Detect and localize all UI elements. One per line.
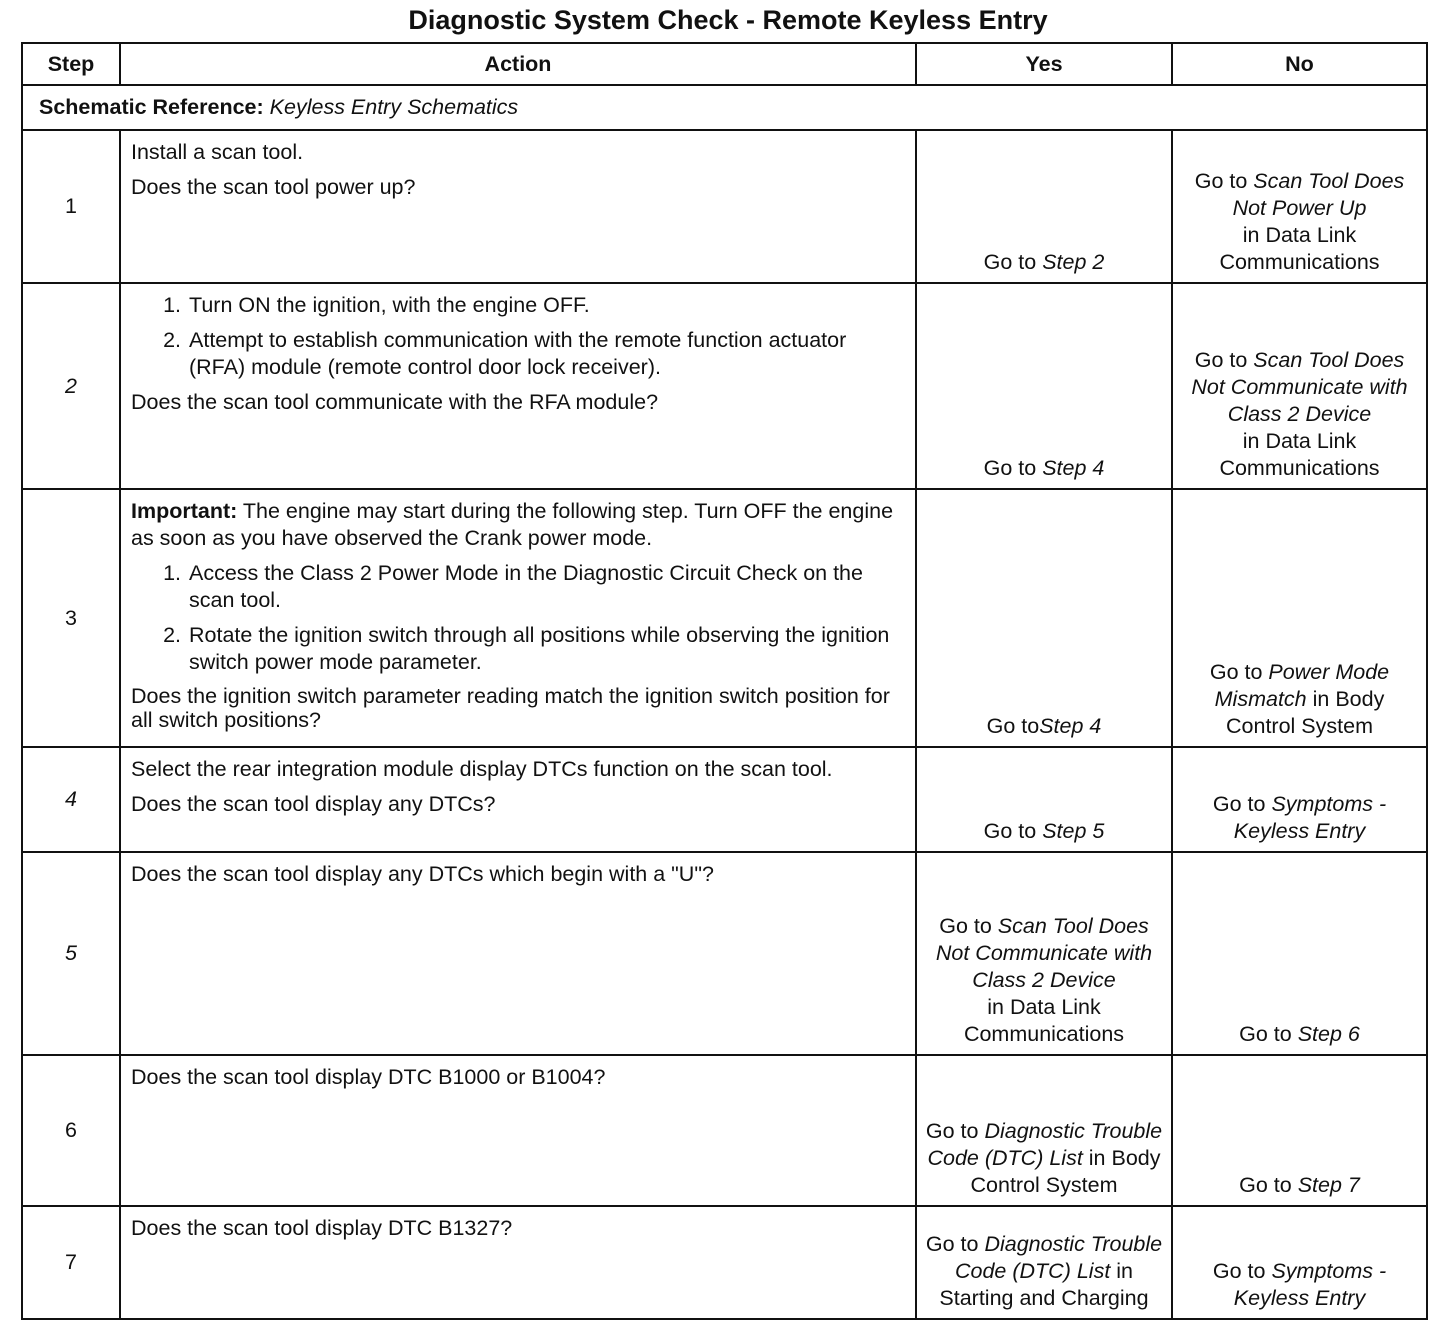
- header-step: Step: [22, 43, 120, 85]
- yes-link[interactable]: Step 4: [1042, 456, 1105, 480]
- no-link[interactable]: Step 7: [1297, 1173, 1360, 1197]
- go-to-text: Go to: [939, 914, 998, 938]
- go-to-text: Go to: [1209, 660, 1269, 684]
- go-to-text: Go to: [983, 819, 1043, 843]
- go-to-text: Go to: [1212, 1259, 1272, 1283]
- schematic-label: Schematic Reference:: [39, 95, 264, 119]
- header-action: Action: [120, 43, 916, 85]
- yes-section: Body Control System: [970, 1146, 1161, 1197]
- go-to-text: Go to: [1212, 792, 1272, 816]
- action-list: [131, 560, 905, 676]
- yes-cell: [916, 852, 1172, 1055]
- go-to-text: Go to: [986, 714, 1040, 738]
- yes-section: Starting and Charging: [939, 1286, 1149, 1310]
- action-cell: [120, 747, 916, 852]
- no-cell: [1172, 1206, 1427, 1319]
- action-question: Does the scan tool communicate with the RFA module?: [131, 390, 659, 414]
- important-note: [131, 498, 905, 552]
- in-text: in: [1116, 1259, 1134, 1283]
- go-to-text: Go to: [983, 456, 1043, 480]
- schematic-link[interactable]: Keyless Entry Schematics: [269, 95, 519, 119]
- action-question: Does the scan tool display any DTCs?: [131, 792, 496, 816]
- in-text: in: [1088, 1146, 1106, 1170]
- no-link[interactable]: Scan Tool Does Not Communicate with Class 2 Device: [1191, 348, 1408, 426]
- no-cell: [1172, 130, 1427, 283]
- yes-cell: [916, 1206, 1172, 1319]
- go-to-text: Go to: [1239, 1173, 1298, 1197]
- step-number: 4: [22, 747, 120, 852]
- go-to-text: Go to: [1239, 1022, 1298, 1046]
- header-row: [22, 43, 1427, 85]
- table-row: [22, 130, 1427, 283]
- yes-cell: [916, 747, 1172, 852]
- yes-link[interactable]: Step 2: [1042, 250, 1105, 274]
- no-cell: [1172, 1055, 1427, 1206]
- table-row: [22, 747, 1427, 852]
- yes-link[interactable]: Step 4: [1039, 714, 1102, 738]
- no-section: Body Control System: [1226, 687, 1385, 738]
- no-cell: [1172, 747, 1427, 852]
- yes-cell: [916, 283, 1172, 489]
- in-text: in: [987, 995, 1004, 1019]
- action-cell: [120, 283, 916, 489]
- no-section: Data Link Communications: [1219, 429, 1380, 480]
- action-cell: [120, 130, 916, 283]
- table-row: [22, 1055, 1427, 1206]
- go-to-text: Go to: [925, 1232, 985, 1256]
- yes-cell: [916, 1055, 1172, 1206]
- no-cell: [1172, 852, 1427, 1055]
- action-cell: [120, 1055, 916, 1206]
- step-number: 6: [22, 1055, 120, 1206]
- yes-link[interactable]: Scan Tool Does Not Communicate with Class 2 Device: [935, 914, 1153, 992]
- in-text: in: [1242, 429, 1260, 453]
- no-link[interactable]: Power Mode Mismatch: [1214, 660, 1390, 711]
- action-item: 1. Access the Class 2 Power Mode in the Diagnostic Circuit Check on the scan tool.: [187, 560, 905, 614]
- table-row: [22, 1206, 1427, 1319]
- no-section: Data Link Communications: [1219, 223, 1380, 274]
- schematic-row: [22, 85, 1427, 130]
- action-question: Does the scan tool power up?: [131, 175, 416, 199]
- action-cell: [120, 1206, 916, 1319]
- no-link[interactable]: Symptoms - Keyless Entry: [1233, 1259, 1387, 1310]
- schematic-reference: [22, 85, 1427, 130]
- action-item: 2. Rotate the ignition switch through all positions while observing the ignition switch power mode parameter.: [187, 622, 905, 676]
- action-question: Does the scan tool display any DTCs which begin with a "U"?: [131, 862, 714, 886]
- diagnostic-table: [21, 42, 1428, 1320]
- yes-link[interactable]: Diagnostic Trouble Code (DTC) List: [954, 1232, 1163, 1283]
- action-cell: [120, 489, 916, 747]
- action-question: Does the scan tool display DTC B1327?: [131, 1216, 513, 1240]
- action-line: Select the rear integration module display DTCs function on the scan tool.: [131, 757, 833, 781]
- yes-link[interactable]: Step 5: [1042, 819, 1105, 843]
- yes-cell: [916, 130, 1172, 283]
- table-row: [22, 852, 1427, 1055]
- no-link[interactable]: Step 6: [1297, 1022, 1360, 1046]
- in-text: in: [1312, 687, 1330, 711]
- yes-section: Data Link Communications: [963, 995, 1125, 1046]
- action-item: 2. Attempt to establish communication with the remote function actuator (RFA) module (remote control door lock receiver).: [187, 327, 905, 381]
- important-text: The engine may start during the following step. Turn OFF the engine as soon as you have observed the Crank power mode.: [131, 499, 894, 550]
- action-item: 1. Turn ON the ignition, with the engine OFF.: [187, 292, 905, 319]
- table-row: [22, 283, 1427, 489]
- no-cell: [1172, 489, 1427, 747]
- step-number: 3: [22, 489, 120, 747]
- step-number: 7: [22, 1206, 120, 1319]
- action-question: Does the scan tool display DTC B1000 or B1004?: [131, 1065, 606, 1089]
- action-line: Install a scan tool.: [131, 140, 304, 164]
- go-to-text: Go to: [925, 1119, 985, 1143]
- no-link[interactable]: Scan Tool Does Not Power Up: [1232, 169, 1405, 220]
- go-to-text: Go to: [983, 250, 1043, 274]
- table-row: [22, 489, 1427, 747]
- step-number: 1: [22, 130, 120, 283]
- go-to-text: Go to: [1194, 169, 1254, 193]
- action-question: Does the ignition switch parameter reading match the ignition switch position for all switch positions?: [131, 684, 890, 732]
- yes-cell: [916, 489, 1172, 747]
- yes-link[interactable]: Diagnostic Trouble Code (DTC) List: [927, 1119, 1163, 1170]
- in-text: in: [1242, 223, 1260, 247]
- header-no: No: [1172, 43, 1427, 85]
- no-link[interactable]: Symptoms - Keyless Entry: [1233, 792, 1387, 843]
- go-to-text: Go to: [1194, 348, 1254, 372]
- important-label: Important:: [131, 499, 238, 523]
- no-cell: [1172, 283, 1427, 489]
- action-cell: [120, 852, 916, 1055]
- page-title: Diagnostic System Check - Remote Keyless Entry: [408, 5, 1048, 35]
- action-list: [131, 292, 905, 381]
- step-number: 2: [22, 283, 120, 489]
- header-yes: Yes: [916, 43, 1172, 85]
- step-number: 5: [22, 852, 120, 1055]
